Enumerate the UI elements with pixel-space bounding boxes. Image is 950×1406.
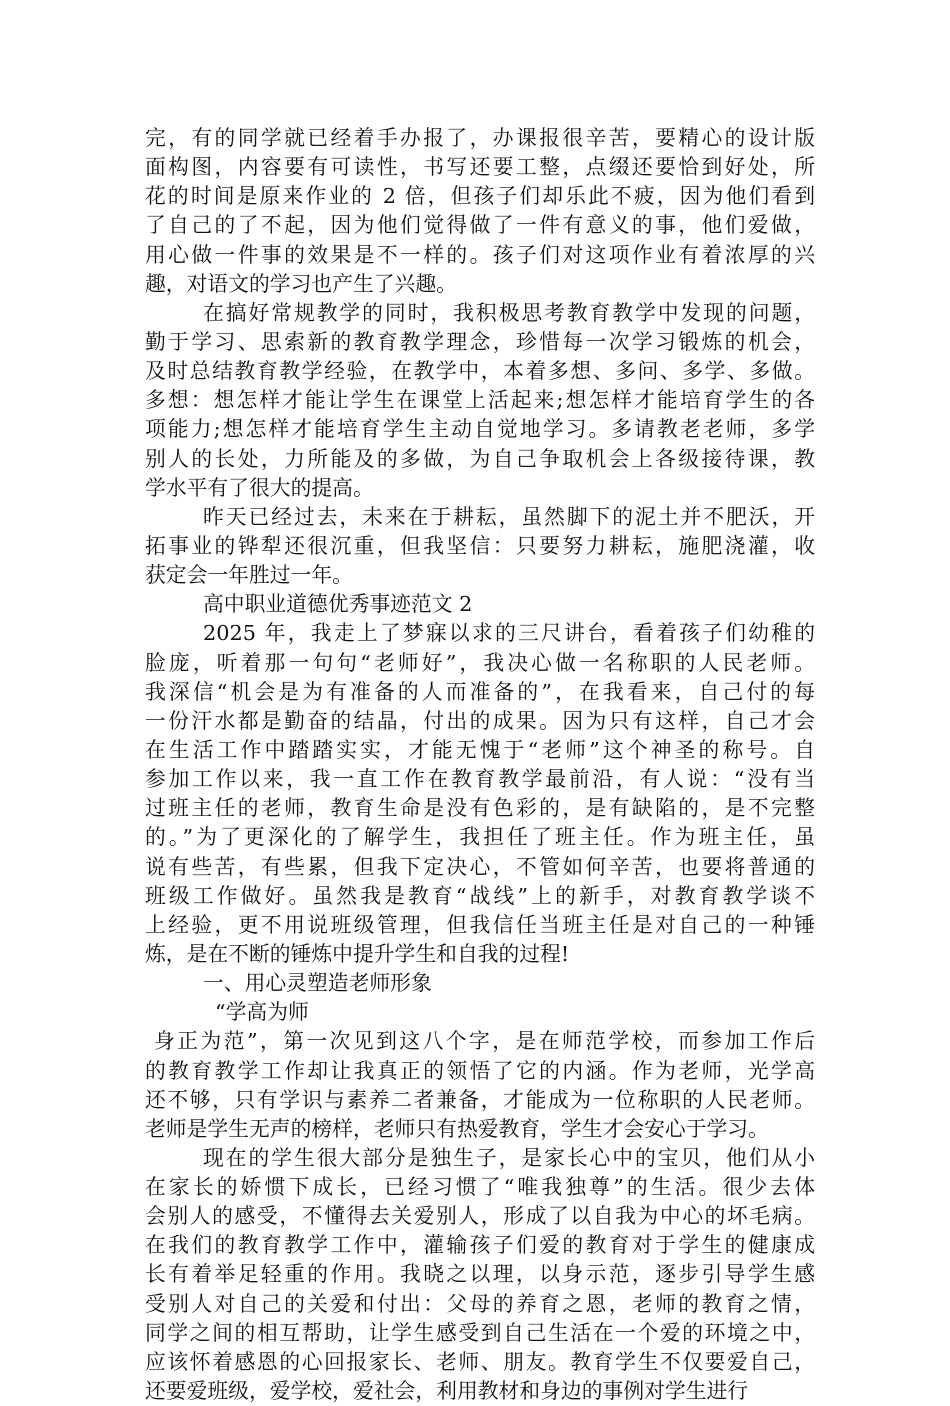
text-line: 获定会一年胜过一年。 — [145, 563, 353, 588]
text-line: 还不够，只有学识与素养二者兼备，才能成为一位称职的人民老师。 — [145, 1087, 815, 1112]
text-line: 身正为范”，第一次见到这八个字，是在师范学校，而参加工作后 — [145, 1029, 815, 1054]
text-line: 参加工作以来，我一直工作在教育教学最前沿，有人说：“没有当 — [145, 767, 815, 792]
text-line: 会别人的感受，不懂得去关爱别人，形成了以自我为中心的坏毛病。 — [145, 1204, 815, 1229]
text-line: 长有着举足轻重的作用。我晓之以理，以身示范，逐步引导学生感 — [145, 1262, 815, 1287]
text-line: 2025 年，我走上了梦寐以求的三尺讲台，看着孩子们幼稚的 — [203, 621, 815, 646]
text-line: 过班主任的老师，教育生命是没有色彩的，是有缺陷的，是不完整 — [145, 796, 815, 821]
paragraph-p3 — [145, 503, 815, 590]
text-line: 了自己的了不起，因为他们觉得做了一件有意义的事，他们爱做， — [145, 213, 815, 238]
text-line: 在搞好常规教学的同时，我积极思考教育教学中发现的问题， — [203, 300, 815, 325]
text-line: 我深信“机会是为有准备的人而准备的”，在我看来，自己付的每 — [145, 679, 815, 704]
paragraph-p5 — [145, 619, 815, 969]
text-line: 面构图，内容要有可读性，书写还要工整，点缀还要恰到好处，所 — [145, 155, 815, 180]
text-line: 炼，是在不断的锤炼中提升学生和自我的过程! — [145, 941, 570, 966]
text-line: 勤于学习、思索新的教育教学理念，珍惜每一次学习锻炼的机会， — [145, 329, 815, 354]
text-line: 一份汗水都是勤奋的结晶，付出的成果。因为只有这样，自己才会 — [145, 708, 815, 733]
text-line: “学高为师 — [215, 1000, 309, 1025]
paragraph-p8 — [145, 1027, 815, 1144]
text-line: 应该怀着感恩的心回报家长、老师、朋友。教育学生不仅要爱自己， — [145, 1349, 815, 1374]
text-line: 在家长的娇惯下成长，已经习惯了“唯我独尊”的生活。很少去体 — [145, 1175, 815, 1200]
text-line: 上经验，更不用说班级管理，但我信任当班主任是对自己的一种锤 — [145, 912, 815, 937]
text-line: 的教育教学工作却让我真正的领悟了它的内涵。作为老师，光学高 — [145, 1058, 815, 1083]
text-line: 在生活工作中踏踏实实，才能无愧于“老师”这个神圣的称号。自 — [145, 737, 815, 762]
text-line: 拓事业的铧犁还很沉重，但我坚信：只要努力耕耘，施肥浇灌，收 — [145, 533, 815, 558]
text-line: 及时总结教育教学经验，在教学中，本着多想、多问、多学、多做。 — [145, 359, 815, 384]
text-line: 花的时间是原来作业的 2 倍，但孩子们却乐此不疲，因为他们看到 — [145, 184, 815, 209]
paragraph-p4 — [145, 590, 815, 619]
text-line: 在我们的教育教学工作中，灌输孩子们爱的教育对于学生的健康成 — [145, 1233, 815, 1258]
text-line: 用心做一件事的效果是不一样的。孩子们对这项作业有着浓厚的兴 — [145, 242, 815, 267]
paragraph-p9 — [145, 1144, 815, 1406]
text-line: 高中职业道德优秀事迹范文 2 — [203, 592, 473, 617]
text-line: 老师是学生无声的榜样，老师只有热爱教育，学生才会安心于学习。 — [145, 1116, 769, 1141]
text-line: 别人的长处，力所能及的多做，为自己争取机会上各级接待课，教 — [145, 446, 815, 471]
document-page — [145, 124, 815, 1406]
text-line: 还要爱班级，爱学校，爱社会，利用教材和身边的事例对学生进行 — [145, 1379, 749, 1404]
text-line: 项能力;想怎样才能培育学生主动自觉地学习。多请教老老师，多学 — [145, 417, 815, 442]
text-line: 受别人对自己的关爱和付出：父母的养育之恩，老师的教育之情， — [145, 1291, 815, 1316]
text-line: 学水平有了很大的提高。 — [145, 475, 374, 500]
text-line: 同学之间的相互帮助，让学生感受到自己生活在一个爱的环境之中， — [145, 1320, 815, 1345]
text-line: 完，有的同学就已经着手办报了，办课报很辛苦，要精心的设计版 — [145, 126, 815, 150]
paragraph-p1 — [145, 124, 815, 299]
paragraph-p2 — [145, 299, 815, 503]
text-line: 一、用心灵塑造老师形象 — [203, 971, 432, 996]
text-line: 昨天已经过去，未来在于耕耘，虽然脚下的泥土并不肥沃，开 — [203, 504, 815, 529]
paragraph-p7 — [145, 998, 815, 1027]
text-line: 现在的学生很大部分是独生子，是家长心中的宝贝，他们从小 — [203, 1145, 815, 1170]
text-line: 趣，对语文的学习也产生了兴趣。 — [145, 271, 457, 296]
text-line: 的。”为了更深化的了解学生，我担任了班主任。作为班主任，虽 — [145, 825, 815, 850]
text-line: 多想：想怎样才能让学生在课堂上活起来;想怎样才能培育学生的各 — [145, 388, 815, 413]
paragraph-p6 — [145, 969, 815, 998]
text-line: 脸庞，听着那一句句“老师好”，我决心做一名称职的人民老师。 — [145, 650, 815, 675]
text-line: 班级工作做好。虽然我是教育“战线”上的新手，对教育教学谈不 — [145, 883, 815, 908]
text-line: 说有些苦，有些累，但我下定决心，不管如何辛苦，也要将普通的 — [145, 854, 815, 879]
